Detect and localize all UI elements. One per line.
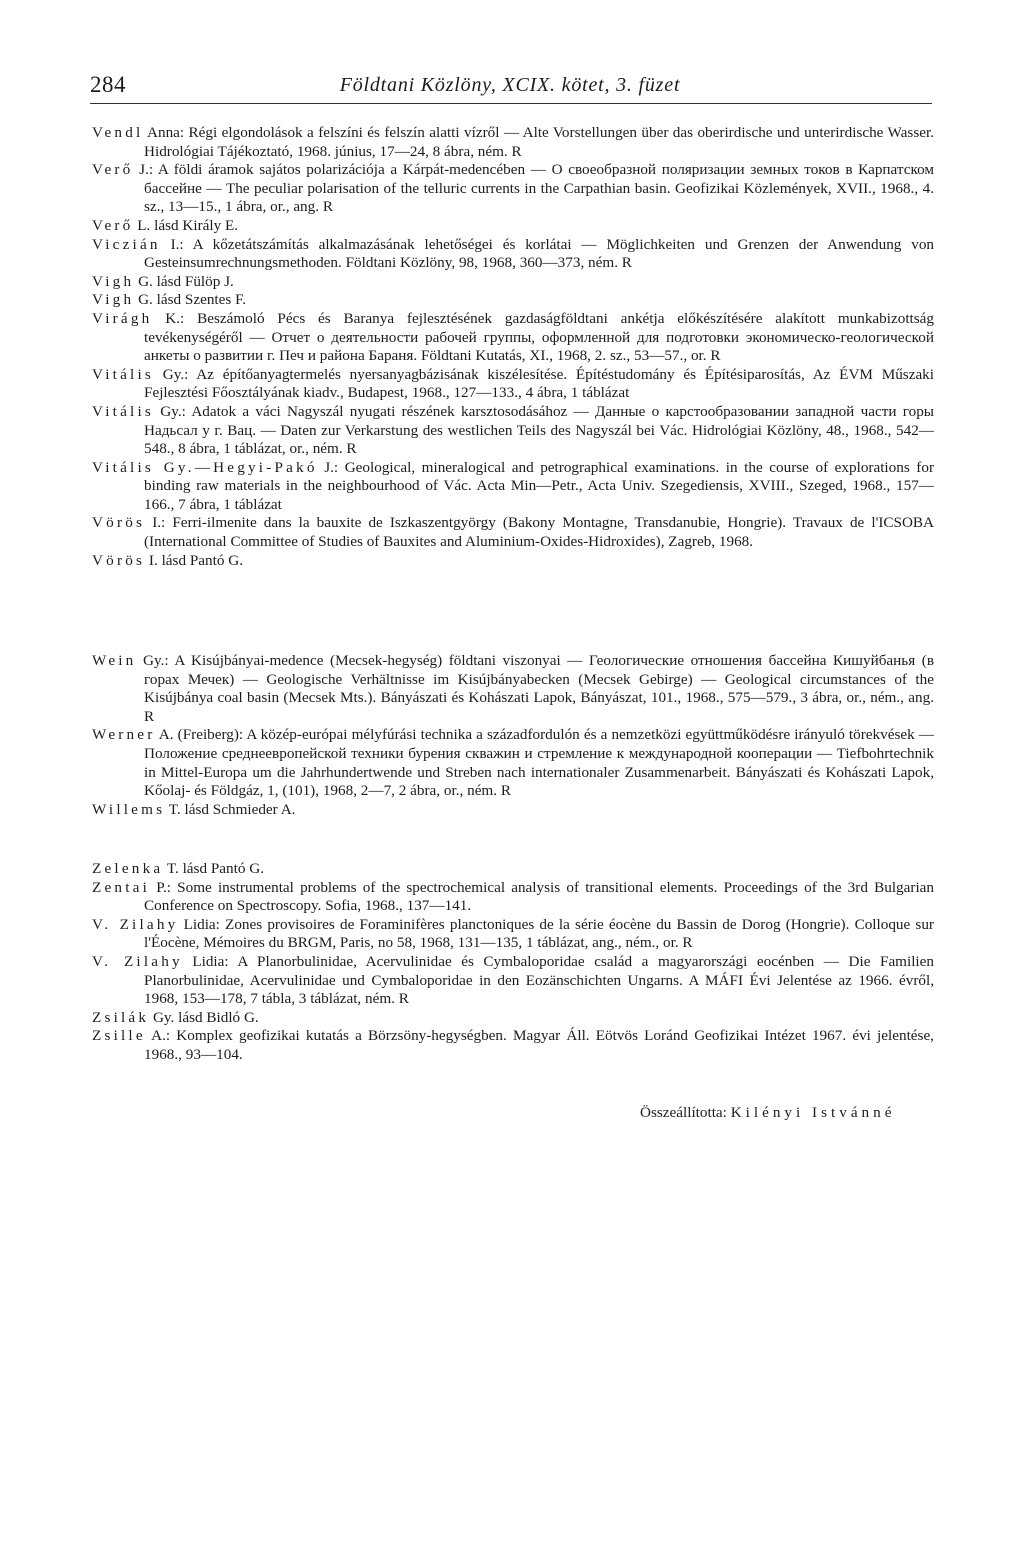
bib-entry [92, 403, 934, 459]
entry-text: K.: Beszámoló Pécs és Baranya fejlesztésének gazdaságföldtani ankétja előkészítésére alakított munkabizottság tevékenységéről — Отчет о деятельности рабочей группы, оформленной для подготовки экономическо-геологической анкеты о развитии г. Печ и района Бараня. Földtani Kutatás, XI., 1968, 2. sz., 53—57., or. R [144, 309, 935, 365]
entry-text: I.: Ferri-ilmenite dans la bauxite de Iszkaszentgyörgy (Bakony Montagne, Transdanubie, Hongrie). Travaux de l'ICSOBA (International Committee of Studies of Bauxites and Aluminium-Oxides-Hidroxides), Zagreb, 1968. [144, 514, 935, 551]
entry-author: Vitális Gy.—Hegyi-Pakó [92, 458, 318, 476]
entry-text: Gy.: Adatok a váci Nagyszál nyugati részének karsztosodásához — Данные о карстообразовании западной части горы Надьсал у г. Вац. — Daten zur Verkarstung des westlichen Teils des Nagyszál bei Vác. Hidrológiai Közlöny, 48., 1968., 542—548., 8 ábra, 1 táblázat, or., ném. R [144, 402, 934, 458]
compiler-signature [640, 1104, 896, 1122]
entry-author: Vitális [92, 365, 154, 383]
bib-entry [92, 916, 934, 953]
bib-entry [92, 236, 934, 273]
entry-text: Lidia: A Planorbulinidae, Acervulinidae és Cymbaloporidae család a magyarországi eocénben — Die Familien Planorbulinidae, Acervulinidae und Cymbaloporidae in den Eozänschichten Ungarns. A MÁFI Évi Jelentése az 1966. évről, 1968, 153—178, 7 tábla, 3 táblázat, ném. R [144, 952, 934, 1008]
header-rule [90, 103, 932, 104]
entry-text: Anna: Régi elgondolások a felszíni és felszín alatti vízről — Alte Vorstellungen über das oberirdische und unterirdische Wasser. Hidrológiai Tájékoztató, 1968. június, 17—24, 8 ábra, ném. R [144, 124, 934, 160]
entry-text: L. lásd Király E. [137, 216, 239, 234]
bibliography-section-v [92, 124, 934, 570]
entry-text: Gy.: A Kisújbányai-medence (Mecsek-hegység) földtani viszonyai — Геологические отношения бассейна Кишуйбанья (в горах Мечек) — Geologische Verhältnisse im Kisújbányabecken (Mecsek Gebirge) — Geological circumstances of the Kisújbánya coal basin (Mecsek Mts.). Bányászati és Kohászati Lapok, Bányászat, 101., 1968., 575—579., 3 ábra, or., ném., ang. R [143, 652, 934, 725]
bib-entry [92, 726, 934, 800]
bib-entry [92, 459, 934, 515]
bib-entry [92, 552, 934, 571]
entry-author: Viczián [92, 235, 161, 253]
signature-name: Kilényi Istvánné [730, 1104, 896, 1121]
entry-text: G. lásd Szentes F. [138, 291, 247, 309]
bib-entry [92, 652, 934, 726]
entry-author: Verő [92, 216, 134, 234]
bibliography-section-w [92, 652, 934, 819]
entry-text: P.: Some instrumental problems of the spectrochemical analysis of transitional elements. Proceedings of the 3rd Bulgarian Conference on Spectroscopy. Sofia, 1968., 137—141. [144, 878, 935, 915]
bib-entry [92, 879, 934, 916]
entry-text: A. (Freiberg): A közép-európai mélyfúrási technika a századfordulón és a nemzetközi együttműködésre irányuló törekvések — Положение среднеевропейской техники бурения скважин и стремление к международной кооперации — Tiefbohrtechnik in Mittel-Europa um die Jahrhundertwende und Streben nach internationaler Zusammenarbeit. Bányászati és Kohászati Lapok, Kőolaj- és Földgáz, 1, (101), 1968, 2—7, 2 ábra, or., ném. R [144, 726, 934, 800]
entry-author: Zsille [92, 1027, 146, 1045]
entry-author: Zsilák [92, 1008, 150, 1026]
entry-text: Lidia: Zones provisoires de Foraminifères planctoniques de la série éocène du Bassin de Dorog (Hongrie). Colloque sur l'Éocène, Mémoires du BRGM, Paris, no 58, 1968, 131—135, 1 táblázat, ang., ném., or. R [144, 915, 934, 952]
signature-label: Összeállította: [640, 1104, 727, 1121]
entry-author: Virágh [92, 309, 153, 327]
entry-author: Vörös [92, 551, 146, 569]
entry-text: T. lásd Pantó G. [166, 860, 265, 877]
entry-text: J.: A földi áramok sajátos polarizációja a Kárpát-medencében — О своеобразной поляризации земных токов в Карпатском бассейне — The peculiar polarisation of the telluric currents in the Carpathian basin. Geofizikai Közlemények, XVII., 1968., 4. sz., 13—15., 1 ábra, or., ang. R [139, 161, 934, 216]
entry-author: Vigh [92, 291, 135, 309]
bib-entry [92, 953, 934, 1009]
entry-text: Gy.: Az építőanyagtermelés nyersanyagbázisának kiszélesítése. Építéstudomány és Építésiparosítás, Az ÉVM Műszaki Fejlesztési Főosztályának kiadv., Budapest, 1968., 127—133., 4 ábra, 1 táblázat [144, 365, 934, 402]
entry-text: Gy. lásd Bidló G. [152, 1008, 259, 1026]
bib-entry [92, 291, 934, 310]
entry-text: A.: Komplex geofizikai kutatás a Börzsöny-hegységben. Magyar Áll. Eötvös Loránd Geofizikai Intézet 1967. évi jelentése, 1968., 93—104. [144, 1027, 934, 1063]
entry-text: I. lásd Pantó G. [148, 551, 243, 569]
bib-entry [92, 366, 934, 403]
bib-entry [92, 801, 934, 820]
entry-author: Werner [92, 726, 156, 744]
entry-author: Willems [92, 800, 166, 818]
entry-author: Vitális [92, 402, 154, 420]
bib-entry [92, 1009, 934, 1028]
entry-author: Vendl [92, 124, 144, 141]
entry-text: J.: Geological, mineralogical and petrographical examinations. in the course of explorations for binding raw materials in the neighbourhood of Vác. Acta Min—Petr., Acta Univ. Szegediensis, XVIII., Szeged, 1968., 157—166., 7 ábra, 1 táblázat [144, 458, 935, 513]
entry-author: V. Zilahy [92, 915, 179, 933]
bib-entry [92, 310, 934, 366]
bibliography-section-z [92, 860, 934, 1065]
entry-text: I.: A kőzetátszámítás alkalmazásának lehetőségei és korlátai — Möglichkeiten und Grenzen der Anwendung von Gesteinsumrechnungsmethoden. Földtani Közlöny, 98, 1968, 360—373, ném. R [144, 235, 935, 272]
bib-entry [92, 161, 934, 217]
bib-entry [92, 273, 934, 292]
entry-author: Verő [92, 161, 134, 179]
bib-entry [92, 217, 934, 236]
entry-author: V. Zilahy [92, 952, 183, 970]
entry-author: Zelenka [92, 860, 164, 877]
entry-author: Vörös [92, 514, 146, 532]
entry-author: Vigh [92, 272, 135, 290]
entry-text: G. lásd Fülöp J. [138, 272, 234, 290]
bib-entry [92, 514, 934, 551]
entry-author: Zentai [92, 878, 150, 896]
bib-entry [92, 860, 934, 879]
entry-author: Wein [92, 652, 137, 669]
page-number: 284 [90, 72, 126, 97]
running-title: Földtani Közlöny, XCIX. kötet, 3. füzet [339, 74, 681, 96]
bib-entry [92, 124, 934, 161]
bib-entry [92, 1027, 934, 1064]
entry-text: T. lásd Schmieder A. [168, 800, 296, 818]
